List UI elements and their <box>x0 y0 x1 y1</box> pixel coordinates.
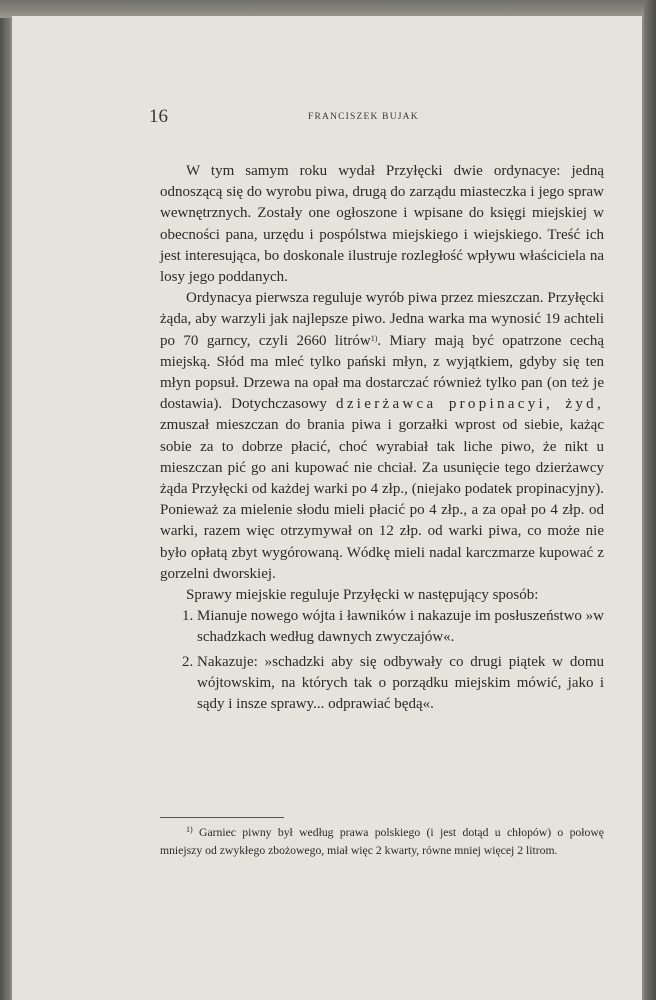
book-page <box>12 16 642 1000</box>
paragraph-1: W tym samym roku wydał Przyłęcki dwie ordynacye: jedną odnoszącą się do wyrobu piwa, drugą do zarządu miasteczka i jego spraw wewnętrznych. Zostały one ogłoszone i wpisane do księgi miejskiej w obecności pana, urzędu i pospólstwa miejskiego i wiejskiego. Treść ich jest interesująca, bo doskonale ilustruje rozległość wpływu właściciela na losy jego poddanych. <box>160 163 604 286</box>
paragraph-3: Sprawy miejskie reguluje Przyłęcki w następujący sposób: <box>186 587 539 604</box>
paragraph-2 <box>160 288 604 585</box>
footnote-divider <box>160 817 284 818</box>
footnote-text: Garniec piwny był według prawa polskiego (i jest dotąd u chłopów) o połowę mniejszy od zwykłego zbożowego, miał więc 2 kwarty, równe mniej więcej 2 litrom. <box>160 826 604 857</box>
main-text <box>160 161 604 718</box>
paragraph-2-part-b: . Miary mają być opatrzone cechą miejską. Słód ma mleć tylko pański młyn, z wyjątkiem, gdyby się ten młyn popsuł. Drzewa na opał ma dostarczać również tylko pan (on też je dostawia). Dotychczasowy <box>160 332 604 413</box>
footnote-marker: 1) <box>186 825 193 834</box>
list-item: 2. Nakazuje: »schadzki aby się odbywały co drugi piątek w domu wójtowskim, na których tak o porządku miejskim mówić, jako i sądy i insze sprawy... odprawiać będą«. <box>197 652 604 716</box>
spaced-emphasis: dzierżawca propinacyi, żyd, <box>336 396 604 413</box>
scan-edge-left <box>0 0 10 1000</box>
paragraph-2-part-c: zmuszał mieszczan do brania piwa i gorzałki wprost od siebie, każąc sobie za to dobrze płacić, choć wyrabiał tak liche piwo, że nikt u mieszczan pić go ani kupować nie chciał. Za usunięcie tego dzierżawcy żąda Przyłęcki od każdej warki po 4 złp., (niejako podatek propinacyjny). Ponieważ za mielenie słodu mieli płacić po 4 złp., a za opał po 4 złp. od warki, razem więc otrzymywał on 12 złp. od warki piwa, co może nie było opłatą zbyt wygórowaną. Wódkę mieli nadal karczmarze kupować z gorzelni dworskiej. <box>160 417 604 582</box>
running-head: FRANCISZEK BUJAK <box>308 112 419 122</box>
list-item: 1. Mianuje nowego wójta i ławników i nakazuje im posłuszeństwo »w schadzkach według dawnych zwyczajów«. <box>197 606 604 648</box>
page-number: 16 <box>149 106 168 127</box>
footnote <box>160 824 604 859</box>
ordinance-list <box>160 606 604 715</box>
paragraph-2-part-a: Ordynacya pierwsza reguluje wyrób piwa przez mieszczan. Przyłęcki żąda, aby warzyli jak najlepsze piwo. Jedna warka ma wynosić 19 achteli po 70 garncy, czyli 2660 litrów <box>160 290 604 349</box>
footnote-reference: 1) <box>370 333 378 343</box>
scan-edge-right <box>644 0 656 1000</box>
